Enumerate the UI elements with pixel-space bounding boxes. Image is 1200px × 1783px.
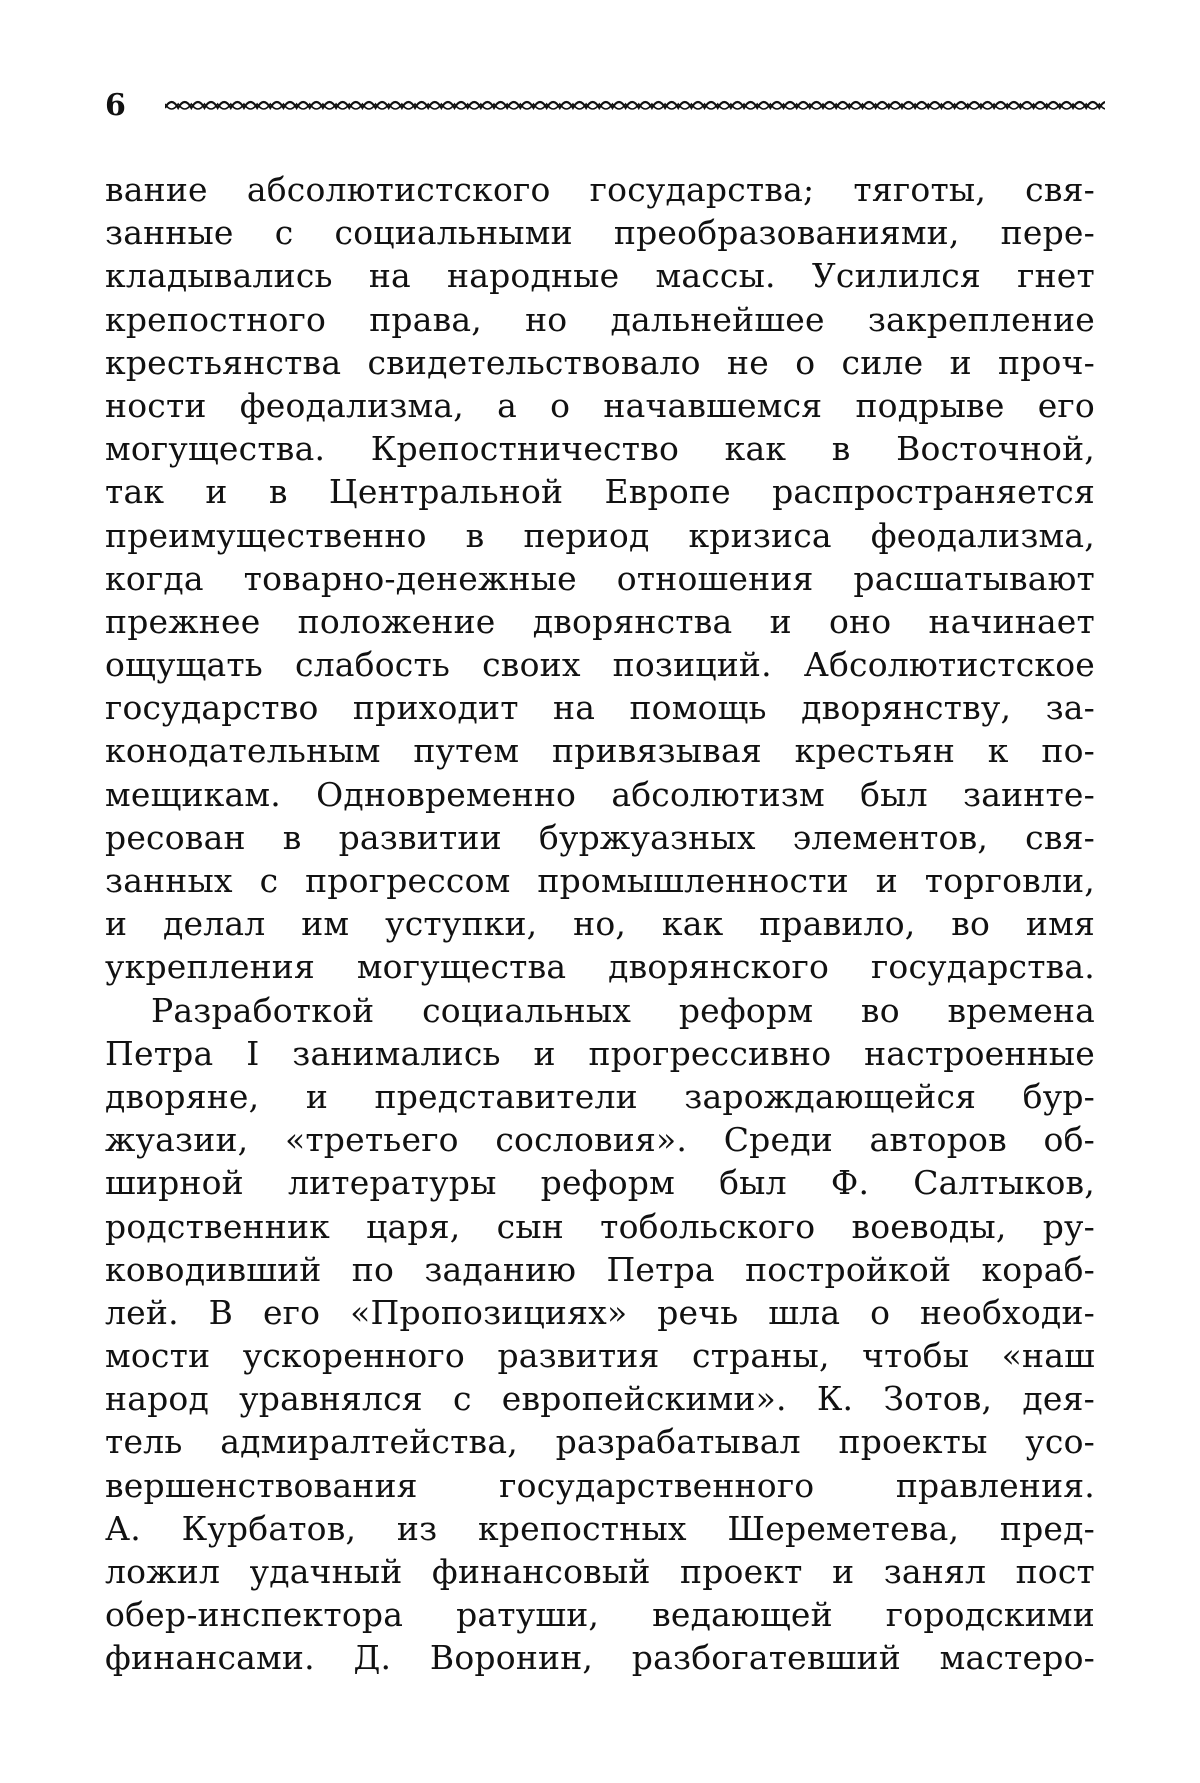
text-line: лей. В его «Пропозициях» речь шла о необходи- <box>105 1292 1095 1332</box>
body-text <box>105 168 1095 1680</box>
paragraph-first-line: Разработкой социальных реформ во времена <box>151 990 1095 1030</box>
text-line: так и в Центральной Европе распространяется <box>105 472 1095 512</box>
text-line: вание абсолютистского государства; тяготы, свя- <box>105 170 1095 209</box>
text-line: ширной литературы реформ был Ф. Салтыков, <box>105 1163 1095 1203</box>
text-line: вершенствования государственного правления. <box>105 1465 1095 1505</box>
text-line: укрепления могущества дворянского государства. <box>105 947 1095 987</box>
text-line: преимущественно в период кризиса феодализма, <box>105 515 1095 555</box>
text-line: могущества. Крепостничество как в Восточной, <box>105 429 1095 469</box>
text-line: мещикам. Одновременно абсолютизм был заинте- <box>105 774 1095 814</box>
text-line: родственник царя, сын тобольского воеводы, ру- <box>105 1206 1095 1246</box>
text-line: кладывались на народные массы. Усилился гнет <box>105 256 1095 296</box>
header-ornament <box>165 90 1105 120</box>
text-line: ресован в развитии буржуазных элементов, свя- <box>105 817 1095 857</box>
text-line: ложил удачный финансовый проект и занял пост <box>105 1552 1095 1591</box>
text-line: финансами. Д. Воронин, разбогатевший мастеро- <box>105 1638 1095 1678</box>
text-line: ности феодализма, а о начавшемся подрыве его <box>105 385 1095 425</box>
page-header <box>105 80 1105 130</box>
text-line: прежнее положение дворянства и оно начинает <box>105 601 1095 641</box>
text-line: занные с социальными преобразованиями, пере- <box>105 213 1095 253</box>
text-line: занных с прогрессом промышленности и торговли, <box>105 861 1095 900</box>
text-line: крестьянства свидетельствовало не о силе и проч- <box>105 342 1095 382</box>
text-line: конодательным путем привязывая крестьян к по- <box>105 731 1095 771</box>
text-line: ощущать слабость своих позиций. Абсолютистское <box>105 645 1095 685</box>
page-number: 6 <box>105 87 126 123</box>
text-line: обер-инспектора ратуши, ведающей городскими <box>105 1595 1095 1635</box>
text-line: А. Курбатов, из крепостных Шереметева, пред- <box>105 1508 1095 1548</box>
text-line: тель адмиралтейства, разрабатывал проекты усо- <box>105 1422 1095 1462</box>
wave-ornament-icon <box>165 90 1105 120</box>
text-line: жуазии, «третьего сословия». Среди авторов об- <box>105 1120 1095 1160</box>
text-line: крепостного права, но дальнейшее закрепление <box>105 299 1095 339</box>
text-line: мости ускоренного развития страны, чтобы «наш <box>105 1336 1095 1376</box>
text-line: дворяне, и представители зарождающейся бур- <box>105 1076 1095 1116</box>
text-line: и делал им уступки, но, как правило, во имя <box>105 904 1095 944</box>
text-line: народ уравнялся с европейскими». К. Зотов, дея- <box>105 1379 1095 1419</box>
text-line: когда товарно-денежные отношения расшатывают <box>105 558 1095 598</box>
text-line: государство приходит на помощь дворянству, за- <box>105 688 1095 728</box>
text-line: Петра I занимались и прогрессивно настроенные <box>105 1033 1095 1073</box>
text-line: ководивший по заданию Петра постройкой кораб- <box>105 1249 1095 1289</box>
